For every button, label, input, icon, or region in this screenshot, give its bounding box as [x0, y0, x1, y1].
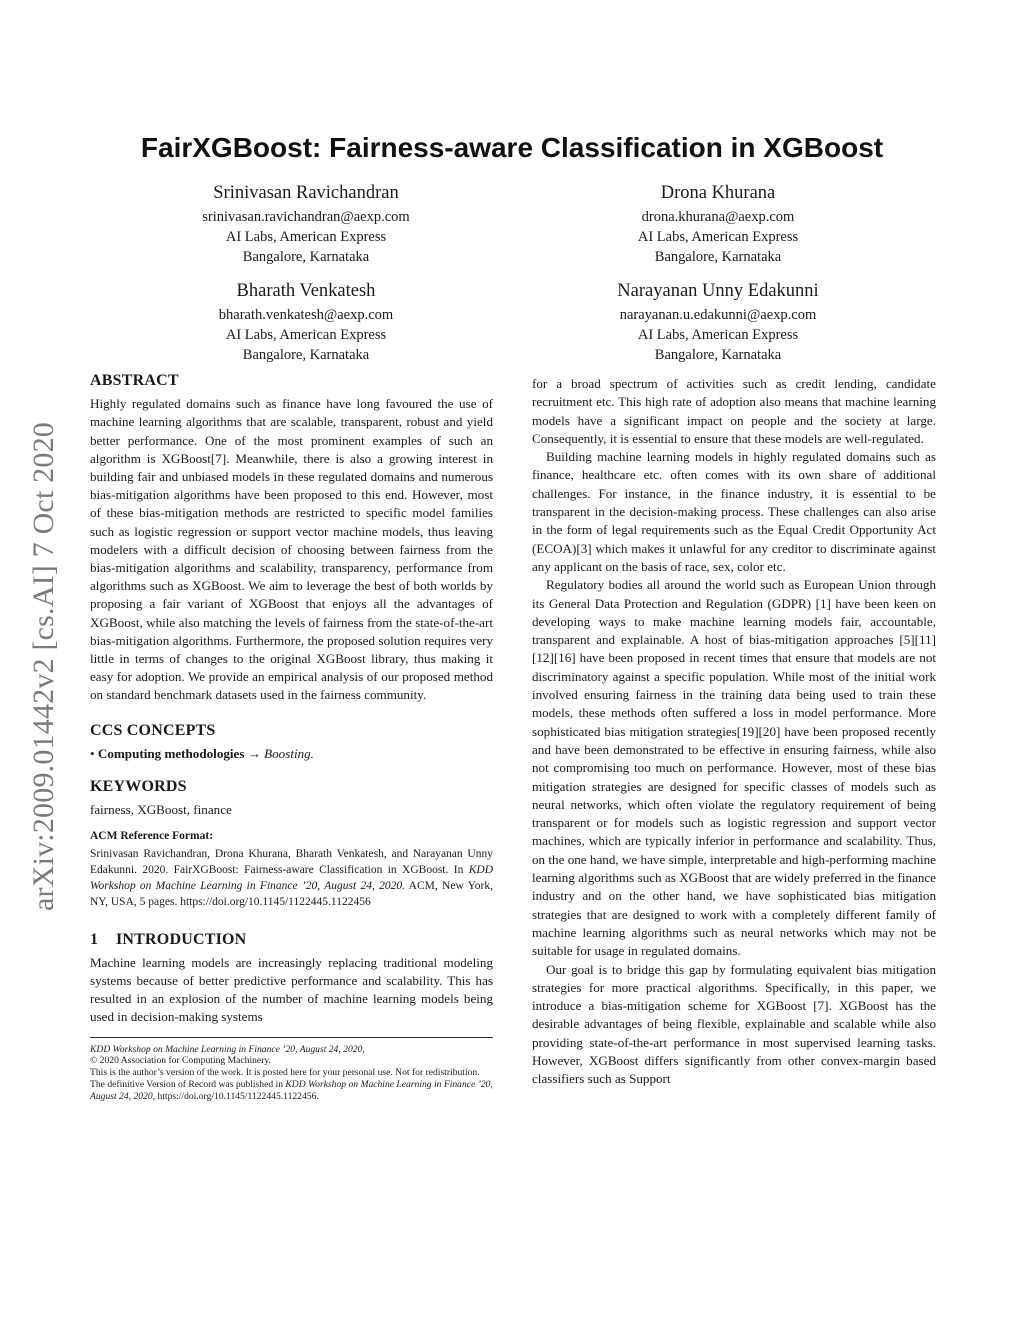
- author-location: Bangalore, Karnataka: [654, 249, 782, 265]
- author-name: Narayanan Unny Edakunni: [617, 281, 819, 301]
- author-location: Bangalore, Karnataka: [654, 347, 782, 363]
- acm-reference-text: [90, 846, 493, 910]
- intro-heading: [90, 931, 493, 949]
- footnote-copyright: © 2020 Association for Computing Machinery.: [90, 1055, 271, 1067]
- author-name: Drona Khurana: [660, 183, 776, 203]
- footnote-note: This is the author’s version of the work. It is posted here for your personal use. Not for redistribution. The definitive Version of Record was published in KDD Workshop on Machine Learning in Finance ’20, August 24, 2020, https://doi.org/10.1145/1122445.1122456.: [90, 1067, 493, 1102]
- bullet-icon: •: [90, 745, 95, 761]
- ccs-concepts: [90, 745, 493, 763]
- author-email[interactable]: narayanan.u.edakunni@aexp.com: [619, 307, 817, 323]
- ccs-item: Computing methodologies: [97, 745, 245, 761]
- acm-reference-heading: ACM Reference Format:: [90, 830, 214, 843]
- acm-reference-publisher: ACM, New York, NY, USA, 5 pages. https://doi.org/10.1145/1122445.1122456: [90, 879, 493, 908]
- author-block: [126, 278, 486, 365]
- author-affiliation: AI Labs, American Express: [637, 229, 799, 245]
- author-affiliation: AI Labs, American Express: [637, 327, 799, 343]
- abstract-text: Highly regulated domains such as finance have long favoured the use of machine learning algorithms that are scalable, transparent, robust and yield better performance. One of the most prominent examples of such an algorithm is XGBoost[7]. Meanwhile, there is also a growing interest in building fair and unbiased models in these regulated domains and numerous bias-mitigation algorithms have been proposed to this end. However, most of these bias-mitigation methods are restricted to specific model families such as logistic regression or support vector machine models, thus leaving modelers with a difficult decision of choosing between fairness from the bias-mitigation algorithms and scalability, transparency, performance from algorithms such as XGBoost. We aim to leverage the best of both worlds by proposing a fair variant of XGBoost that enjoys all the advantages of XGBoost, while also matching the levels of fairness from the state-of-the-art bias-mitigation algorithms. Furthermore, the proposed solution requires very little in terms of changes to the original XGBoost library, thus making it easy for adoption. We provide an empirical analysis of our proposed method on standard benchmark datasets used in the fairness community.: [90, 396, 493, 703]
- keywords-heading: KEYWORDS: [90, 778, 187, 796]
- arrow-icon: →: [247, 745, 261, 761]
- arxiv-stamp: arXiv:2009.01442v2 [cs.AI] 7 Oct 2020: [27, 422, 60, 912]
- intro-paragraph: Our goal is to bridge this gap by formulating equivalent bias mitigation strategies for more practical algorithms. Specifically, in this paper, we introduce a bias-mitigation scheme for XGBoost [7]. XGBoost has the desirable advantages of being flexible, explainable and scalable while also providing state-of-the-art performance in most supervised learning tasks. However, XGBoost differs significantly from other convex-margin based classifiers such as Support: [532, 961, 936, 1087]
- keywords-text: fairness, XGBoost, finance: [90, 802, 232, 818]
- footnote-venue: KDD Workshop on Machine Learning in Finance ’20, August 24, 2020,: [90, 1043, 365, 1055]
- intro-paragraph: for a broad spectrum of activities such as credit lending, candidate recruitment etc. This high rate of adoption also means that machine learning models have a significant impact on people and the society at large. Consequently, it is essential to ensure that these models are well-regulated.: [532, 376, 936, 446]
- footnote-divider: [90, 1037, 493, 1038]
- author-name: Bharath Venkatesh: [236, 281, 376, 301]
- author-affiliation: AI Labs, American Express: [225, 229, 387, 245]
- paper-title: FairXGBoost: Fairness-aware Classification in XGBoost: [140, 132, 884, 163]
- author-block: [538, 278, 898, 365]
- intro-paragraph: Regulatory bodies all around the world such as European Union through its General Data Protection and Regulation (GDPR) [1] have been keen on developing ways to make machine learning models fair, accountable, transparent and explainable. A host of bias-mitigation approaches [5][11][12][16] have been proposed in recent times that ensure that models are not discriminatory against a specific population. While most of the initial work involved ensuring fairness in the training data being used to train these models, these methods often suffered a loss in model performance. More sophisticated bias mitigation strategies[19][20] have been proposed recently and have been demonstrated to be effective in ensuring fairness, while also not compromising too much on performance. However, most of these bias mitigation strategies are designed for specific classes of models such as neural networks, which often violate the regulatory requirement of being transparent or for models such as logistic regression and support vector machines, which are typically inferior in performance and scalability. Thus, on the one hand, we have simple, interpretable and high-performing machine learning algorithms such as XGBoost that are widely preferred in the finance industry and on the other hand, we have sophisticated bias mitigation strategies that are designed to work with a completely different family of machine learning algorithms such as neural networks which may not be suitable for usage in regulated domains.: [532, 577, 936, 959]
- ccs-subitem: Boosting.: [264, 745, 314, 761]
- author-email[interactable]: srinivasan.ravichandran@aexp.com: [202, 209, 410, 225]
- author-email[interactable]: bharath.venkatesh@aexp.com: [218, 307, 394, 323]
- author-location: Bangalore, Karnataka: [242, 347, 370, 363]
- author-block: [538, 180, 898, 267]
- author-location: Bangalore, Karnataka: [242, 249, 370, 265]
- author-email[interactable]: drona.khurana@aexp.com: [641, 209, 795, 225]
- author-affiliation: AI Labs, American Express: [225, 327, 387, 343]
- ccs-heading: CCS CONCEPTS: [90, 721, 216, 739]
- intro-paragraph: Building machine learning models in highly regulated domains such as finance, healthcare etc. often comes with its own share of additional challenges. For instance, in the finance industry, it is essential to be transparent in the decision-making process. These challenges can also arise in the form of legal requirements such as the Equal Credit Opportunity Act (ECOA)[3] which makes it unlawful for any creditor to discriminate against any applicant on the basis of race, sex, color etc.: [532, 449, 936, 574]
- abstract-heading: ABSTRACT: [90, 372, 179, 389]
- intro-paragraph: Machine learning models are increasingly replacing traditional modeling systems because of better predictive performance and scalability. This has resulted in an explosion of the number of machine learning models being used in decision-making systems: [90, 954, 493, 1025]
- acm-reference: [90, 827, 493, 909]
- section-title: INTRODUCTION: [116, 930, 247, 948]
- section-number: 1: [90, 930, 99, 948]
- author-name: Srinivasan Ravichandran: [213, 183, 399, 203]
- author-block: [126, 180, 486, 267]
- right-column: [532, 375, 936, 1089]
- footnote: [90, 1044, 493, 1103]
- left-column: [90, 372, 493, 1103]
- acm-reference-authors: Srinivasan Ravichandran, Drona Khurana, Bharath Venkatesh, and Narayanan Unny Edakunni. 2020. FairXGBoost: Fairness-aware Classification in XGBoost. In: [90, 847, 493, 876]
- acm-reference-venue: KDD Workshop on Machine Learning in Finance ’20, August 24, 2020.: [90, 863, 493, 892]
